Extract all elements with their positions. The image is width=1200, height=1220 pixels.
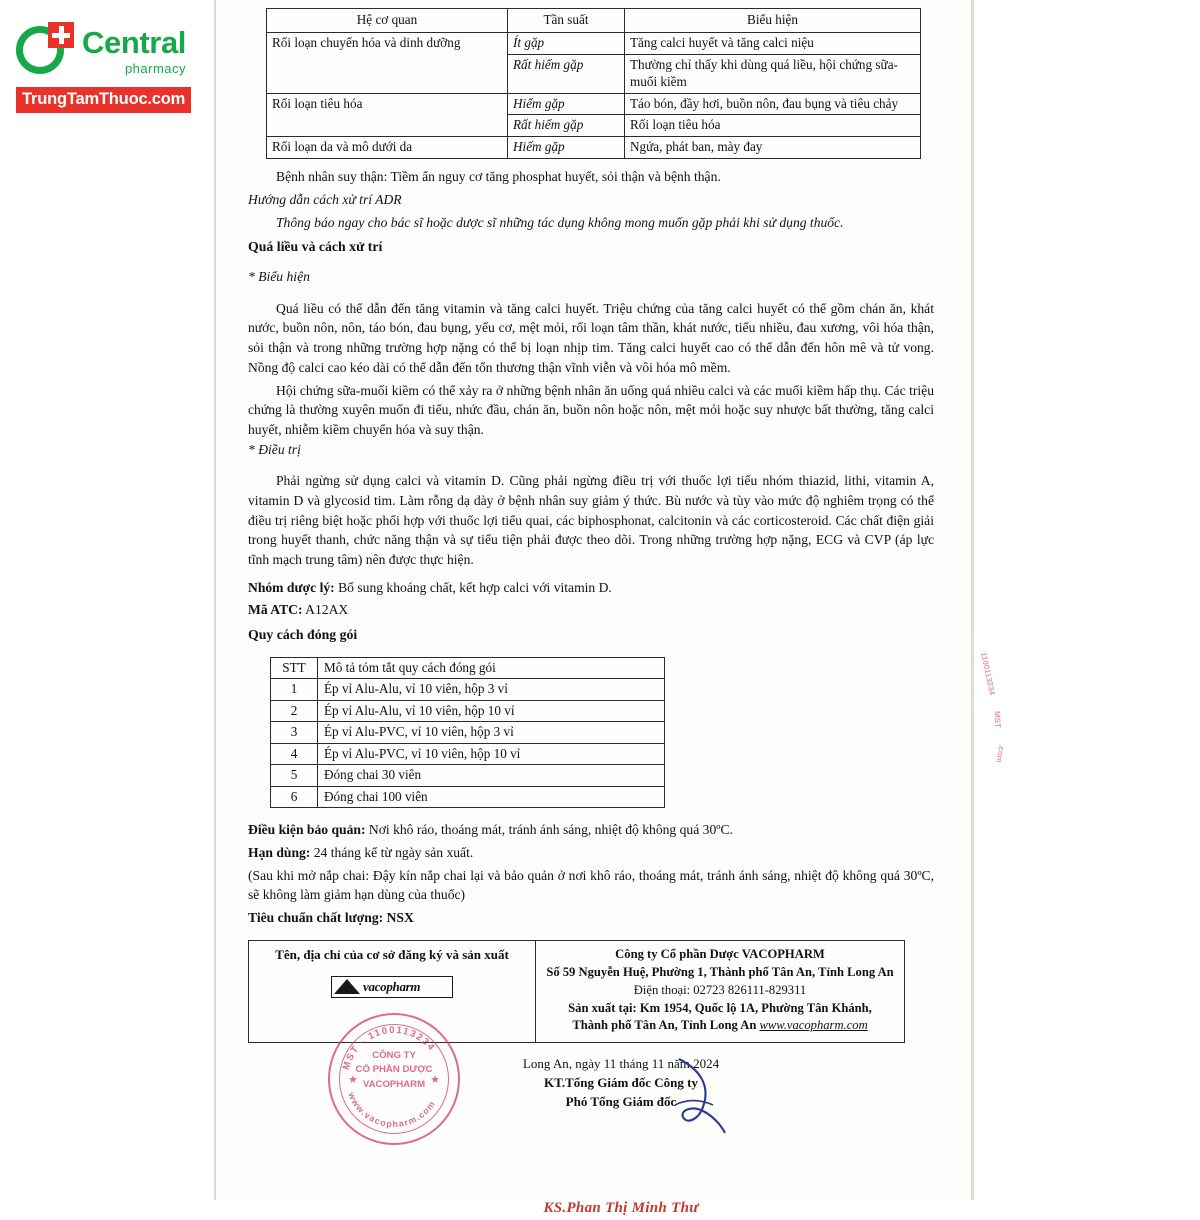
table-row: [271, 700, 665, 721]
pack-desc: Ép vỉ Alu-PVC, vỉ 10 viên, hộp 3 vỉ: [318, 722, 665, 743]
adr-frequency: Rất hiếm gặp: [508, 115, 625, 137]
storage-value: Nơi khô ráo, thoáng mát, tránh ánh sáng, nhiệt độ không quá 30ºC.: [368, 822, 733, 838]
table-row: [271, 765, 665, 786]
table-header-row: [267, 9, 921, 33]
company-website: www.vacopharm.com: [759, 1018, 868, 1033]
page-right-edge: [971, 0, 974, 1200]
logo-text: [82, 27, 186, 75]
adr-manifestation: Tăng calci huyết và tăng calci niệu: [625, 32, 921, 54]
adr-frequency: Ít gặp: [508, 32, 625, 54]
storage-conditions: [248, 820, 934, 840]
stamp-arc-bottom: www.vacopharm.com: [346, 1090, 438, 1130]
table-row: [271, 679, 665, 700]
adr-header-frequency: Tần suất: [508, 9, 625, 33]
adr-manifestation: Thường chỉ thấy khi dùng quá liều, hội chứng sữa-muối kiềm: [625, 54, 921, 93]
adr-header-manifestation: Biểu hiện: [625, 9, 921, 33]
manufacturer-details: [536, 941, 904, 1042]
company-address: Số 59 Nguyễn Huệ, Phường 1, Thành phố Tân An, Tỉnh Long An: [546, 964, 894, 979]
site-watermark-logo: [16, 22, 231, 113]
plant-address-line2-text: Thành phố Tân An, Tỉnh Long An: [572, 1018, 757, 1033]
registrant-title: Tên, địa chỉ của cơ sở đăng ký và sản xuất: [275, 946, 509, 962]
packaging-table: [270, 657, 665, 808]
adr-system: Rối loạn da và mô dưới da: [267, 137, 508, 159]
stamp-arc-top: MST - 1100113234: [340, 1024, 438, 1072]
watermark-banner: TrungTamThuoc.com: [16, 87, 191, 113]
stamp-star-right-icon: ★: [430, 1074, 440, 1086]
adr-manifestation: Rối loạn tiêu hóa: [625, 115, 921, 137]
table-row: [267, 137, 921, 159]
adr-system: Rối loạn tiêu hóa: [267, 93, 508, 137]
pack-desc: Ép vỉ Alu-Alu, vỉ 10 viên, hộp 10 vỉ: [318, 700, 665, 721]
brand-tagline: pharmacy: [124, 61, 187, 76]
pharmacologic-group-value: Bổ sung khoáng chất, kết hợp calci với vitamin D.: [338, 579, 612, 595]
quality-standard-label: Tiêu chuẩn chất lượng:: [248, 910, 384, 926]
plant-address-line1: Sản xuất tại: Km 1954, Quốc lộ 1A, Phường Tân Khánh,: [568, 1000, 872, 1015]
shelf-life-label: Hạn dùng:: [248, 845, 311, 861]
quality-standard-value: NSX: [386, 910, 414, 926]
company-round-stamp: [328, 1013, 460, 1145]
logo-row: [16, 22, 231, 80]
table-row: [271, 743, 665, 764]
pack-desc: Ép vỉ Alu-PVC, vỉ 10 viên, hộp 10 vỉ: [318, 743, 665, 764]
signatory-title-1: KT.Tổng Giám đốc Công ty: [544, 1075, 698, 1091]
overdose-signs-subtitle: * Biểu hiện: [248, 269, 310, 285]
overdose-paragraph-1: Quá liều có thể dẫn đến tăng vitamin và tăng calci huyết. Triệu chứng của tăng calci huyết có thể gồm chán ăn, khát nước, buồn nôn, nôn, táo bón, đau bụng, yếu cơ, mệt mỏi, rối loạn tâm thần, khát nước, tiểu nhiều, đau xương, vôi hóa thận, sỏi thận và trong những trường hợp nặng có thể bị loạn nhịp tim. Tăng calci huyết cao có thể dẫn đến hôn mê và tử vong. Nồng độ calci cao kéo dài có thể dẫn đến tổn thương thận vĩnh viễn và vôi hóa mô mềm.: [248, 300, 934, 375]
pack-desc: Đóng chai 30 viên: [318, 765, 665, 786]
signatory-title-2: Phó Tổng Giám đốc: [565, 1093, 677, 1109]
central-pharmacy-icon: [16, 22, 74, 80]
table-header-row: [271, 657, 665, 678]
pack-no: 1: [271, 679, 318, 700]
place-and-date: Long An, ngày 11 tháng 11 năm 2024: [522, 1056, 720, 1072]
stamp-line-3: VACOPHARM: [362, 1078, 426, 1090]
stamp-line-2: CỔ PHẦN DƯỢC: [355, 1064, 433, 1076]
pack-no: 4: [271, 743, 318, 764]
adr-frequency: Hiếm gặp: [508, 137, 625, 159]
pack-header-desc: Mô tả tóm tắt quy cách đóng gói: [318, 657, 665, 678]
pack-header-no: STT: [271, 657, 318, 678]
adr-guidance-title: Hướng dẫn cách xử trí ADR: [248, 191, 402, 207]
treatment-paragraph-1: Phải ngừng sử dụng calci và vitamin D. Cũng phải ngừng điều trị với thuốc lợi tiểu nhóm thiazid, lithi, vitamin A, vitamin D và glycosid tim. Làm rỗng dạ dày ở bệnh nhân suy giảm ý thức. Bù nước và tùy vào mức độ nghiêm trọng có thể điều trị riêng biệt hoặc phối hợp với thuốc lợi tiểu quai, các biphosphonat, calcitonin và các corticosteroid. Các chất điện giải trong huyết thanh, chức năng thận và sự tiểu tiện phải được theo dõi. Trong những trường hợp nặng, ECG và CVP (áp lực tĩnh mạch trung tâm) nên được thực hiện.: [248, 473, 934, 568]
shelf-life-value: 24 tháng kể từ ngày sản xuất.: [313, 845, 474, 861]
company-phone: Điện thoại: 02723 826111-829311: [633, 982, 807, 997]
edge-stamp-text-2: MST: [992, 710, 1003, 729]
company-name: Công ty Cổ phần Dược VACOPHARM: [615, 946, 825, 961]
adr-system: Rối loạn chuyển hóa và dinh dưỡng: [267, 32, 508, 93]
partial-edge-stamp: [952, 651, 1012, 781]
quality-standard: [248, 908, 934, 928]
stamp-arc-text: [330, 1015, 458, 1143]
vacopharm-logo-icon: [331, 976, 453, 998]
table-row: [267, 93, 921, 115]
storage-label: Điều kiện bảo quản:: [248, 822, 366, 838]
atc-label: Mã ATC:: [248, 602, 303, 618]
table-row: [271, 786, 665, 807]
signatory-name: KS.Phan Thị Minh Thư: [543, 1199, 699, 1216]
pack-no: 5: [271, 765, 318, 786]
shelf-life: [248, 843, 934, 863]
edge-stamp-text-1: 1100113234: [979, 651, 998, 696]
svg-text:www.vacopharm.com: [346, 1090, 438, 1129]
adr-frequency: Hiếm gặp: [508, 93, 625, 115]
scanned-document-page: [214, 0, 974, 1216]
adr-table: [266, 8, 921, 159]
pack-no: 6: [271, 786, 318, 807]
edge-stamp-text-3: .com: [994, 743, 1007, 764]
adr-manifestation: Táo bón, đầy hơi, buồn nôn, đau bụng và tiêu chảy: [625, 93, 921, 115]
overdose-section-title: Quá liều và cách xử trí: [248, 239, 383, 255]
brand-name: Central: [82, 25, 187, 60]
atc-code: [248, 600, 934, 620]
pack-desc: Ép vỉ Alu-Alu, vỉ 10 viên, hộp 3 vỉ: [318, 679, 665, 700]
atc-value: A12AX: [305, 602, 349, 618]
overdose-paragraph-2: Hội chứng sữa-muối kiềm có thể xảy ra ở những bệnh nhân ăn uống quá nhiều calci và các muối kiềm hấp thụ. Các triệu chứng là thường xuyên muốn đi tiểu, nhức đầu, chán ăn, buồn nôn hoặc nôn, mệt mỏi hoặc suy nhược bất thường, tăng calci huyết, nhiễm kiềm chuyển hóa và suy thận.: [248, 382, 934, 437]
pharmacologic-group-label: Nhóm dược lý:: [248, 579, 335, 595]
renal-patient-note: Bệnh nhân suy thận: Tiềm ẩn nguy cơ tăng phosphat huyết, sỏi thận và bệnh thận.: [276, 169, 721, 185]
vacopharm-logo-text: vacopharm: [363, 978, 421, 994]
adr-manifestation: Ngứa, phát ban, mày đay: [625, 137, 921, 159]
adr-frequency: Rất hiếm gặp: [508, 54, 625, 93]
stamp-line-1: CÔNG TY: [372, 1050, 416, 1061]
pack-desc: Đóng chai 100 viên: [318, 786, 665, 807]
handwritten-signature-icon: [669, 1055, 739, 1135]
page-left-edge: [214, 0, 216, 1200]
treatment-subtitle: * Điều trị: [248, 441, 301, 457]
after-opening-note: (Sau khi mở nắp chai: Đậy kín nắp chai lại và bảo quản ở nơi khô ráo, thoáng mát, tránh ánh sáng, nhiệt độ không quá 30ºC, sẽ không làm giảm hạn dùng của thuốc): [248, 867, 934, 903]
adr-guidance-text: Thông báo ngay cho bác sĩ hoặc dược sĩ những tác dụng không mong muốn gặp phải khi sử dụng thuốc.: [276, 214, 844, 230]
plant-address-line2: [542, 1017, 898, 1035]
pack-no: 3: [271, 722, 318, 743]
packaging-section-title: Quy cách đóng gói: [248, 627, 358, 643]
table-row: [267, 32, 921, 54]
table-row: [271, 722, 665, 743]
stamp-star-left-icon: ★: [348, 1074, 358, 1086]
svg-text:MST - 1100113234: [341, 1025, 437, 1071]
pharmacologic-group: [248, 578, 934, 598]
pack-no: 2: [271, 700, 318, 721]
adr-header-system: Hệ cơ quan: [267, 9, 508, 33]
